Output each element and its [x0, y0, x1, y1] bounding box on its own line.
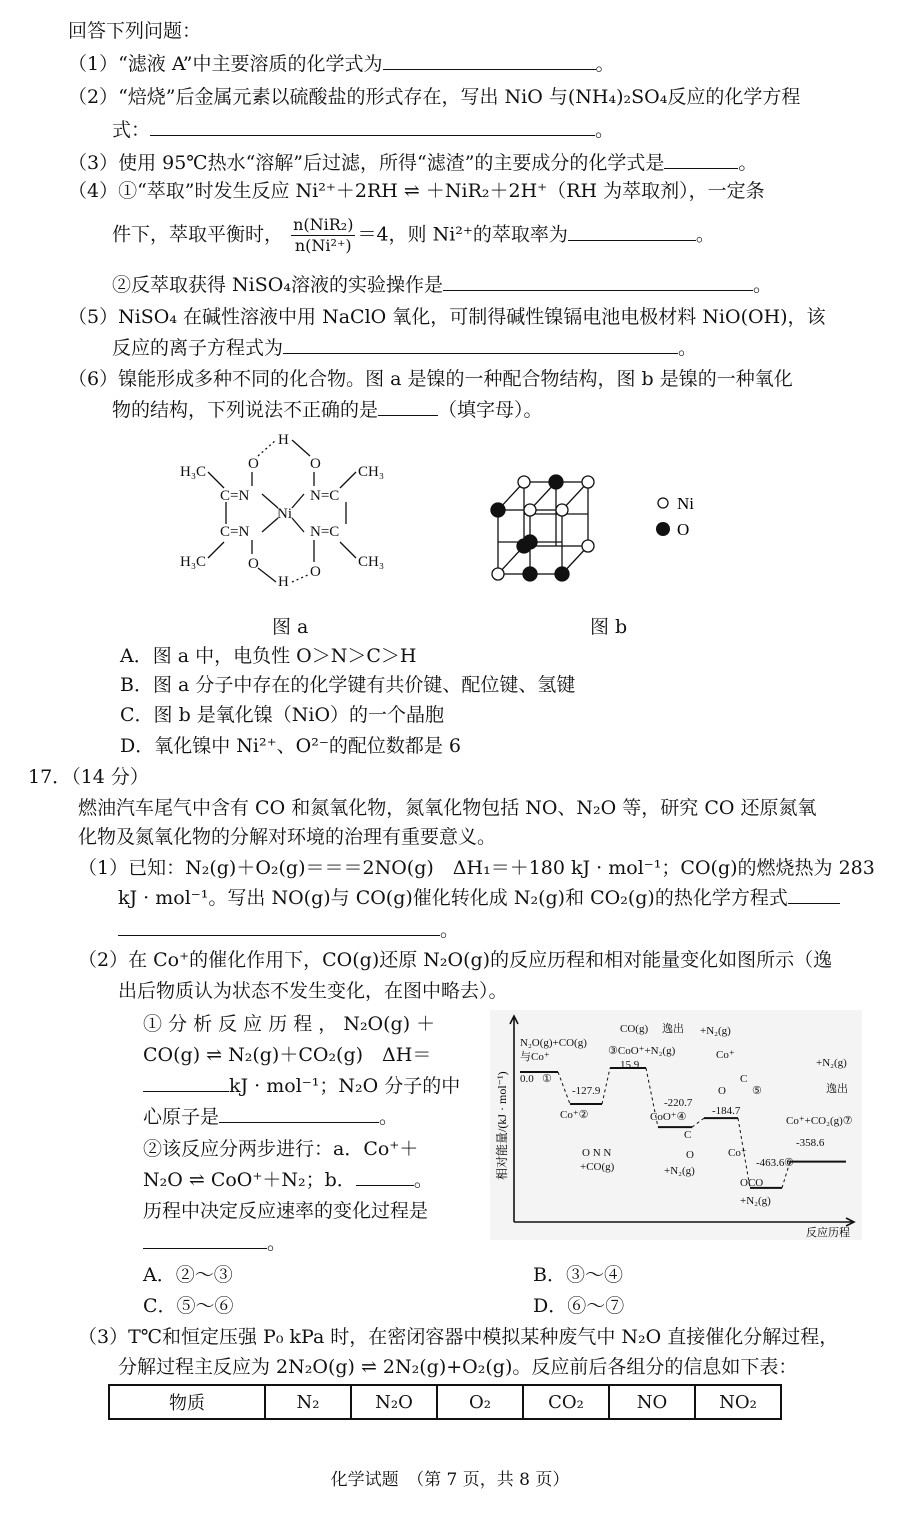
energy-profile-chart [490, 1010, 862, 1240]
q2-number: （2） [68, 86, 119, 108]
n2g-label-3: +N₂(g) [664, 1165, 695, 1177]
table-header-row [109, 1385, 781, 1419]
fraction-numerator: n(NiR₂) [293, 215, 354, 234]
level-7-value: -358.6 [796, 1137, 825, 1149]
figure-a-caption: 图 a [272, 616, 309, 638]
q17-center-atom-blank[interactable] [219, 1104, 379, 1123]
level-6-value: -463.6 [756, 1157, 785, 1169]
q17-p2-s2b-end: 。 [413, 1169, 433, 1191]
q4-operation-blank[interactable] [443, 272, 753, 291]
q17-option-d[interactable]: D．⑥～⑦ [533, 1295, 625, 1317]
ni-atom: Ni [277, 506, 292, 522]
q5-line2 [112, 335, 697, 361]
start-label2: 与Co⁺ [520, 1051, 550, 1063]
table-header-cell: NO [609, 1385, 695, 1419]
fraction-denominator: n(Ni²⁺) [294, 236, 352, 255]
q4-number: （4） [68, 180, 119, 202]
q1-answer-blank[interactable] [383, 51, 596, 70]
o-upper-right: O [310, 456, 321, 472]
escape-label-1: 逸出 [662, 1023, 684, 1035]
q4-text1: ①“萃取”时发生反应 Ni²⁺＋2RH ⇌ ＋NiR₂＋2H⁺（RH 为萃取剂），一定条 [118, 180, 765, 202]
q17-p2-s2b-line [143, 1167, 433, 1193]
intro-line: 回答下列问题： [68, 20, 202, 42]
co-plus-label-2: Co⁺ [728, 1147, 747, 1159]
n2g-label-1: +N₂(g) [700, 1025, 731, 1037]
q6-line2 [112, 397, 543, 423]
q17-p2-s1-end: 。 [379, 1106, 399, 1128]
q17-p1-number: （1） [78, 857, 129, 879]
legend-o-marker [656, 522, 670, 536]
energy-axis-label: 相对能量/(kJ · mol⁻¹) [495, 1071, 509, 1180]
q1-text: “滤液 A”中主要溶质的化学式为 [118, 53, 383, 75]
o-atom [549, 475, 563, 489]
q17-p3-line2: 分解过程主反应为 2N₂O(g) ⇌ 2N₂(g)+O₂(g)。反应前后各组分的信息如下表： [118, 1356, 798, 1378]
q17-p2-s2-end: 。 [267, 1232, 287, 1254]
q2-text2: 式： [112, 119, 151, 141]
q17-p1-text1: 已知：N₂(g)＋O₂(g)＝＝＝2NO(g) ΔH₁＝＋180 kJ · mol⁻¹；CO(g)的燃烧热为 283 [128, 857, 875, 879]
q17-p3-line1 [78, 1324, 838, 1350]
o-label: O [718, 1085, 726, 1097]
q17-p3-number: （3） [78, 1326, 129, 1348]
q3-answer-blank[interactable] [664, 150, 738, 169]
q6-text2: 物的结构，下列说法不正确的是 [112, 399, 379, 421]
components-table [108, 1384, 782, 1420]
q17-intro1: 燃油汽车尾气中含有 CO 和氮氧化物，氮氧化物包括 NO、N₂O 等，研究 CO 还原氮氧 [78, 797, 817, 819]
q17-p1-blank-b[interactable] [118, 917, 440, 936]
o-lower-right: O [310, 564, 321, 580]
q3-end: 。 [738, 152, 758, 174]
level-5-value: -184.7 [712, 1105, 741, 1117]
q4-rate-blank[interactable] [568, 222, 696, 241]
fraction-equals: ＝4 [357, 223, 389, 246]
level-6-marker: ⑥ [784, 1157, 794, 1169]
q6-answer-blank[interactable] [378, 397, 438, 416]
q17-step-b-blank[interactable] [356, 1167, 414, 1186]
q1-number: （1） [68, 53, 119, 75]
q6-end: （填字母）。 [438, 399, 543, 421]
legend-ni-marker [658, 498, 668, 508]
o-atom [555, 567, 569, 581]
o-upper-left: O [248, 456, 259, 472]
ni-atom [492, 568, 504, 580]
start-label: N₂O(g)+CO(g) [520, 1037, 587, 1049]
q2-line1 [68, 84, 800, 110]
o-atom [523, 535, 537, 549]
q17-score: （14 分） [71, 766, 149, 788]
q17-p2-s2a: ②该反应分两步进行：a．Co⁺＋ [143, 1138, 419, 1160]
q17-header [28, 764, 149, 790]
level-1-marker: ① [542, 1073, 552, 1085]
q2-end: 。 [595, 119, 615, 141]
q2-line2 [112, 117, 614, 143]
q2-text1: “焙烧”后金属元素以硫酸盐的形式存在，写出 NiO 与(NH₄)₂SO₄反应的化学方程 [118, 86, 801, 108]
q3-number: （3） [68, 152, 119, 174]
q17-p2-line2: 出后物质认为状态不发生变化，在图中略去）。 [118, 980, 508, 1002]
q4-text2a: 件下，萃取平衡时， [112, 223, 284, 246]
table-header-cell: N₂ [265, 1385, 351, 1419]
q3-text: 使用 95℃热水“溶解”后过滤，所得“滤渣”的主要成分的化学式是 [118, 152, 665, 174]
q17-p2-s1c-line [143, 1073, 460, 1099]
q17-p2-s1c: kJ · mol⁻¹；N₂O 分子的中 [229, 1075, 461, 1097]
q4-end3: 。 [752, 274, 772, 296]
q6-option-c[interactable]: C．图 b 是氧化镍（NiO）的一个晶胞 [120, 704, 445, 726]
q17-p1-blank-a[interactable] [788, 885, 840, 904]
q17-rate-step-blank[interactable] [143, 1230, 267, 1249]
level-3-value: 15.9 [620, 1059, 640, 1071]
q5-number: （5） [68, 306, 119, 328]
q6-text1: 镍能形成多种不同的化合物。图 a 是镍的一种配合物结构，图 b 是镍的一种氧化 [118, 368, 793, 390]
q6-option-a[interactable]: A．图 a 中，电负性 O＞N＞C＞H [120, 645, 417, 667]
co-plus-label: Co⁺ [716, 1049, 735, 1061]
q5-text1: NiSO₄ 在碱性溶液中用 NaClO 氧化，可制得碱性镍镉电池电极材料 NiO(OH)，该 [118, 306, 826, 328]
legend-ni-label: Ni [677, 494, 694, 513]
q2-answer-blank[interactable] [150, 117, 595, 136]
figure-a-structure [170, 428, 410, 598]
q17-p2-number: （2） [78, 949, 129, 971]
level-3-label: ③CoO⁺+N₂(g) [608, 1045, 676, 1057]
level-1-value: 0.0 [520, 1073, 534, 1085]
q17-p2-s1b: CO(g) ⇌ N₂(g)＋CO₂(g) ΔH＝ [143, 1044, 432, 1066]
q17-intro2: 化物及氮氧化物的分解对环境的治理有重要意义。 [78, 826, 497, 848]
n2g-label-2: +N₂(g) [816, 1057, 847, 1069]
h-top: H [278, 432, 289, 448]
level-7-label: Co⁺+CO₂(g)⑦ [786, 1115, 853, 1127]
q1-line [68, 51, 615, 77]
q4-text2b: ，则 Ni²⁺的萃取率为 [388, 223, 568, 246]
q5-text2: 反应的离子方程式为 [112, 337, 284, 359]
co-g-label: CO(g) [620, 1023, 649, 1035]
o-atom [523, 567, 537, 581]
o-atom [491, 503, 505, 517]
h-bottom: H [278, 574, 289, 590]
h3c-bottom: H₃C [180, 554, 207, 570]
table-header-cell: N₂O [351, 1385, 437, 1419]
level-4-c: C [684, 1129, 692, 1141]
q17-dh-blank[interactable] [143, 1073, 229, 1092]
q4-line2 [112, 215, 715, 256]
ch3-bottom: CH₃ [358, 554, 385, 570]
level-4-label: CoO⁺④ [650, 1111, 687, 1123]
q17-p1-line1 [78, 855, 875, 881]
level-5-marker: ⑤ [752, 1085, 762, 1097]
n-eq-c-upper: N=C [310, 488, 340, 504]
q17-option-c[interactable]: C．⑤～⑥ [143, 1295, 234, 1317]
q6-option-b[interactable]: B．图 a 分子中存在的化学键有共价键、配位键、氢键 [120, 674, 576, 696]
q17-p3-text1: T℃和恒定压强 P₀ kPa 时，在密闭容器中模拟某种废气中 N₂O 直接催化分解过程， [128, 1326, 839, 1348]
c-eq-n-lower: C=N [220, 524, 250, 540]
q3-line [68, 150, 757, 176]
q17-p1-line2 [118, 885, 840, 911]
escape-label-2: 逸出 [826, 1083, 848, 1095]
ch3-top: CH₃ [358, 464, 385, 480]
q17-p2-s1d: 心原子是 [143, 1106, 220, 1128]
q4-end2: 。 [695, 223, 715, 246]
table-header-cell: 物质 [109, 1385, 265, 1419]
q17-p2-s2-blank-line [143, 1230, 286, 1256]
level-4-value: -220.7 [664, 1097, 693, 1109]
q4-text3: ②反萃取获得 NiSO₄溶液的实验操作是 [112, 274, 443, 296]
ni-atom [524, 504, 536, 516]
c-label: C [740, 1073, 748, 1085]
q6-line1 [68, 366, 793, 392]
reaction-axis-label: 反应历程 [806, 1227, 850, 1239]
level-2-label: Co⁺② [560, 1109, 589, 1121]
q5-end: 。 [678, 337, 698, 359]
q6-number: （6） [68, 368, 119, 390]
q17-option-b[interactable]: B．③～④ [533, 1264, 623, 1286]
q4-fraction [291, 215, 355, 256]
n-eq-c-lower: N=C [310, 524, 340, 540]
onn-label: O N N [582, 1147, 612, 1159]
c-eq-n-upper: C=N [220, 488, 250, 504]
q4-line1 [68, 178, 765, 204]
table-header-cell: NO₂ [695, 1385, 781, 1419]
ni-atom [582, 540, 594, 552]
level-4-o: O [686, 1149, 694, 1161]
n2g-label-4: +N₂(g) [740, 1195, 771, 1207]
q5-line1 [68, 304, 826, 330]
q17-p2-text1: 在 Co⁺的催化作用下，CO(g)还原 N₂O(g)的反应历程和相对能量变化如图所示（逸 [128, 949, 833, 971]
ni-atom [582, 476, 594, 488]
q5-answer-blank[interactable] [283, 335, 678, 354]
q17-p2-s2b: N₂O ⇌ CoO⁺＋N₂；b． [143, 1169, 356, 1191]
table-header-cell: O₂ [437, 1385, 523, 1419]
plus-co-label: +CO(g) [580, 1161, 615, 1173]
q1-end: 。 [595, 53, 615, 75]
figure-b-legend [655, 493, 715, 543]
q17-p2-line1 [78, 947, 832, 973]
page-footer: 化学试题 （第 7 页，共 8 页） [330, 1470, 570, 1490]
q4-line3 [112, 272, 772, 298]
figure-b-caption: 图 b [590, 616, 628, 638]
q17-p1-text2: kJ · mol⁻¹。写出 NO(g)与 CO(g)催化转化成 N₂(g)和 CO₂(g)的热化学方程式 [118, 887, 788, 909]
q17-p2-s1a: ① 分 析 反 应 历 程 ， N₂O(g) ＋ [143, 1013, 436, 1035]
h3c-top: H₃C [180, 464, 207, 480]
legend-o-label: O [677, 520, 690, 539]
ni-atom [518, 476, 530, 488]
q17-p2-s1d-line [143, 1104, 398, 1130]
q17-p1-end: 。 [440, 919, 460, 941]
q17-option-a[interactable]: A．②～③ [143, 1264, 233, 1286]
q17-p2-s2c: 历程中决定反应速率的变化过程是 [143, 1200, 429, 1222]
q6-option-d[interactable]: D．氧化镍中 Ni²⁺、O²⁻的配位数都是 6 [120, 735, 461, 757]
o-lower-left: O [248, 556, 259, 572]
oco-label: OCO [740, 1177, 764, 1189]
q17-p1-line3 [118, 917, 459, 943]
ni-atom [556, 504, 568, 516]
q17-number: 17． [28, 766, 72, 788]
table-header-cell: CO₂ [523, 1385, 609, 1419]
level-2-value: -127.9 [572, 1085, 601, 1097]
figure-b-crystal-cell [488, 470, 608, 585]
